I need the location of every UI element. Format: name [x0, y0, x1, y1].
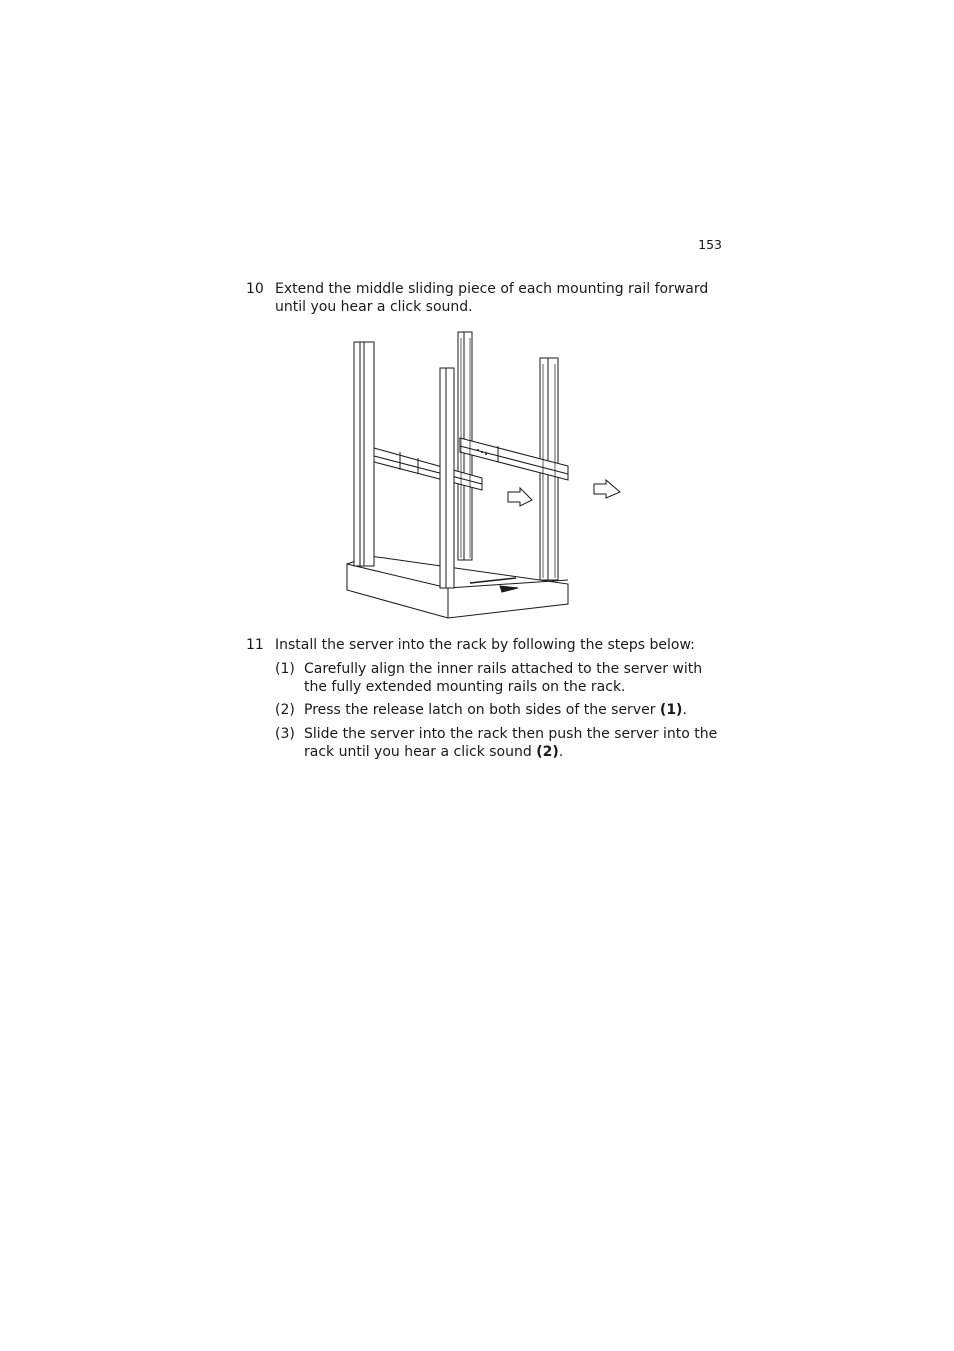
- rack-figure: [340, 328, 630, 624]
- substep-3-text-before: Slide the server into the rack then push the server into the rack until you hear a click sound: [304, 726, 718, 760]
- substep-2-ref: (1): [659, 702, 683, 718]
- arrow-right-icon: [508, 488, 532, 506]
- substep-2-text: [304, 701, 724, 719]
- substep-3-text: [304, 725, 724, 761]
- step-11-number: 11: [246, 637, 264, 653]
- step-10-text: Extend the middle sliding piece of each mounting rail forward until you hear a click sound.: [275, 281, 709, 315]
- substep-2-text-after: .: [682, 702, 687, 718]
- substep-2-number: (2): [275, 702, 295, 718]
- substep-1-number: (1): [275, 661, 295, 677]
- substep-2-text-before: Press the release latch on both sides of the server: [304, 702, 660, 718]
- step-11-text: Install the server into the rack by following the steps below:: [275, 637, 695, 653]
- substep-3-text-after: .: [558, 744, 564, 760]
- substep-3-number: (3): [275, 726, 295, 742]
- rack-illustration: [340, 328, 630, 624]
- step-10-number: 10: [246, 281, 264, 297]
- substep-1-text: Carefully align the inner rails attached to the server with the fully extended mounting rails on the rack.: [304, 661, 703, 695]
- substep-3-ref: (2): [536, 744, 559, 760]
- page-number: 153: [698, 237, 722, 252]
